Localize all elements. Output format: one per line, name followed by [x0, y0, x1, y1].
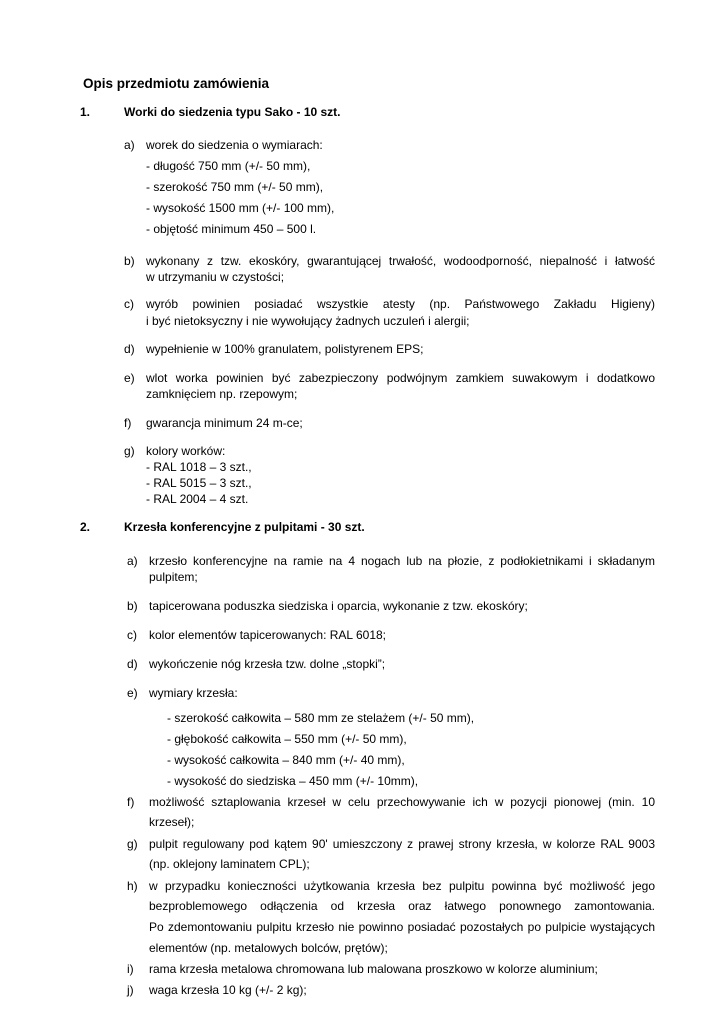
item-text: pulpit regulowany pod kątem 90' umieszczony z prawej strony krzesła, w kolorze RAL 9003 [149, 837, 655, 851]
item-letter: d) [127, 657, 138, 671]
item-text: wykonany z tzw. ekoskóry, gwarantującej trwałość, wodoodporność, niepalność i łatwość [146, 254, 655, 268]
item-text: - wysokość całkowita – 840 mm (+/- 40 mm), [167, 753, 405, 767]
item-letter: g) [124, 444, 135, 458]
item-text: i być nietoksyczny i nie wywołujący żadnych uczuleń i alergii; [146, 314, 470, 328]
item-text: krzeseł); [149, 815, 195, 829]
item-text: elementów (np. metalowych bolców, prętów); [149, 941, 388, 955]
item-letter: i) [127, 962, 134, 976]
item-letter: b) [124, 254, 135, 268]
item-text: - szerokość 750 mm (+/- 50 mm), [146, 180, 324, 194]
item-text: tapicerowana poduszka siedziska i oparcia, wykonanie z tzw. ekoskóry; [149, 599, 528, 613]
item-letter: a) [124, 138, 135, 152]
item-text: krzesło konferencyjne na ramie na 4 nogach lub na płozie, z podłokietnikami i składanym [149, 554, 655, 568]
item-text: bezproblemowego odłączenia od krzesła oraz łatwego ponownego zamontowania. [149, 899, 655, 913]
item-text: - głębokość całkowita – 550 mm (+/- 50 mm), [167, 732, 407, 746]
item-letter: c) [127, 628, 137, 642]
section-1-number: 1. [80, 105, 91, 119]
item-text: wymiary krzesła: [149, 686, 238, 700]
section-2-number: 2. [80, 520, 91, 534]
item-letter: g) [127, 837, 138, 851]
item-letter: c) [124, 297, 134, 311]
item-text: rama krzesła metalowa chromowana lub malowana proszkowo w kolorze aluminium; [149, 962, 598, 976]
item-text: pulpitem; [149, 570, 198, 584]
item-text: wyrób powinien posiadać wszystkie atesty (np. Państwowego Zakładu Higieny) [146, 297, 655, 311]
item-letter: a) [127, 554, 138, 568]
item-text: (np. oklejony laminatem CPL); [149, 857, 310, 871]
item-letter: h) [127, 879, 138, 893]
item-letter: f) [124, 416, 132, 430]
item-letter: e) [127, 686, 138, 700]
item-text: możliwość sztaplowania krzeseł w celu przechowywanie ich w pozycji pionowej (min. 10 [149, 795, 655, 809]
item-text: - długość 750 mm (+/- 50 mm), [146, 159, 311, 173]
item-text: wlot worka powinien być zabezpieczony podwójnym zamkiem suwakowym i dodatkowo [146, 371, 655, 385]
item-letter: b) [127, 599, 138, 613]
page-title: Opis przedmiotu zamówienia [83, 76, 270, 91]
item-text: wypełnienie w 100% granulatem, polistyrenem EPS; [146, 342, 424, 356]
item-text: - objętość minimum 450 – 500 l. [146, 222, 317, 236]
item-text: - RAL 2004 – 4 szt. [146, 492, 249, 506]
item-text: waga krzesła 10 kg (+/- 2 kg); [149, 983, 307, 997]
item-text: - wysokość do siedziska – 450 mm (+/- 10mm), [167, 774, 419, 788]
item-letter: e) [124, 371, 135, 385]
item-text: Po zdemontowaniu pulpitu krzesło nie powinno posiadać pozostałych po pulpicie wystających [149, 920, 655, 934]
item-text: kolory worków: [146, 444, 226, 458]
item-text: worek do siedzenia o wymiarach: [146, 138, 323, 152]
item-letter: f) [127, 795, 135, 809]
item-text: wykończenie nóg krzesła tzw. dolne „stopki”; [149, 657, 386, 671]
item-text: - RAL 1018 – 3 szt., [146, 460, 252, 474]
section-1-heading: Worki do siedzenia typu Sako - 10 szt. [124, 105, 341, 119]
item-text: w przypadku konieczności użytkowania krzesła bez pulpitu powinna być możliwość jego [149, 879, 655, 893]
item-text: w utrzymaniu w czystości; [146, 270, 285, 284]
item-text: - szerokość całkowita – 580 mm ze stelażem (+/- 50 mm), [167, 711, 475, 725]
item-text: kolor elementów tapicerowanych: RAL 6018; [149, 628, 387, 642]
item-text: - RAL 5015 – 3 szt., [146, 476, 252, 490]
item-letter: d) [124, 342, 135, 356]
section-2-heading: Krzesła konferencyjne z pulpitami - 30 szt. [124, 520, 365, 534]
item-letter: j) [127, 983, 134, 997]
item-text: - wysokość 1500 mm (+/- 100 mm), [146, 201, 335, 215]
item-text: zamknięciem np. rzepowym; [146, 387, 298, 401]
item-text: gwarancja minimum 24 m-ce; [146, 416, 303, 430]
